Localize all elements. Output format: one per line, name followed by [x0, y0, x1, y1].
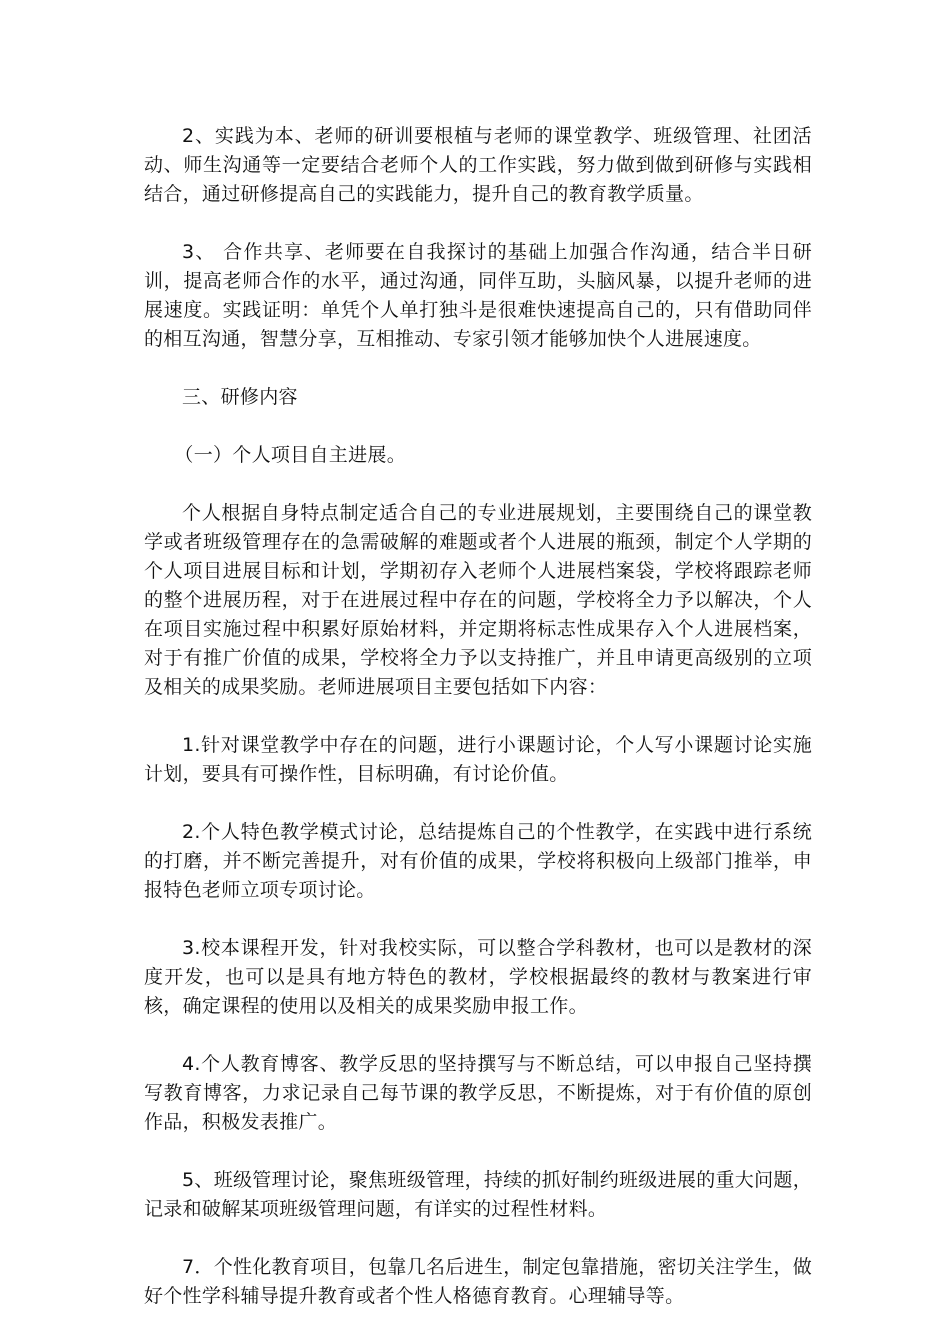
- paragraph-cooperation-sharing: 3、 合作共享、老师要在自我探讨的基础上加强合作沟通，结合半日研训，提高老师合作的水平，通过沟通，同伴互助，头脑风暴，以提升老师的进展速度。实践证明：单凭个人单打独斗是很难快速提高自己的，只有借助同伴的相互沟通，智慧分享，互相推动、专家引领才能够加快个人进展速度。: [144, 241, 812, 350]
- document-body: [144, 122, 812, 1340]
- list-item-3: 3.校本课程开发，针对我校实际，可以整合学科教材，也可以是教材的深度开发，也可以是具有地方特色的教材，学校根据最终的教材与教案进行审核，确定课程的使用以及相关的成果奖励申报工作。: [144, 937, 812, 1017]
- list-item-4: 4.个人教育博客、教学反思的坚持撰写与不断总结，可以申报自己坚持撰写教育博客，力求记录自己每节课的教学反思，不断提炼，对于有价值的原创作品，积极发表推广。: [144, 1053, 812, 1133]
- section-heading-research-content: 三、研修内容: [182, 386, 298, 408]
- list-item-2: 2.个人特色教学模式讨论，总结提炼自己的个性教学，在实践中进行系统的打磨，并不断完善提升，对有价值的成果，学校将积极向上级部门推举，申报特色老师立项专项讨论。: [144, 821, 812, 901]
- subsection-heading-personal-project: （一）个人项目自主进展。: [174, 444, 406, 466]
- paragraph-practice-based: 2、实践为本、老师的研训要根植与老师的课堂教学、班级管理、社团活动、师生沟通等一定要结合老师个人的工作实践，努力做到做到研修与实践相结合，通过研修提高自己的实践能力，提升自己的教育教学质量。: [144, 125, 812, 205]
- list-item-5: 5、班级管理讨论，聚焦班级管理，持续的抓好制约班级进展的重大问题，记录和破解某项班级管理问题，有详实的过程性材料。: [144, 1169, 812, 1220]
- list-item-1: 1.针对课堂教学中存在的问题，进行小课题讨论，个人写小课题讨论实施计划，要具有可操作性，目标明确，有讨论价值。: [144, 734, 812, 785]
- paragraph-personal-plan: 个人根据自身特点制定适合自己的专业进展规划，主要围绕自己的课堂教学或者班级管理存在的急需破解的难题或者个人进展的瓶颈，制定个人学期的个人项目进展目标和计划，学期初存入老师个人进展档案袋，学校将跟踪老师的整个进展历程，对于在进展过程中存在的问题，学校将全力予以解决，个人在项目实施过程中积累好原始材料，并定期将标志性成果存入个人进展档案，对于有推广价值的成果，学校将全力予以支持推广，并且申请更高级别的立项及相关的成果奖励。老师进展项目主要包括如下内容：: [144, 502, 812, 698]
- list-item-7: 7．个性化教育项目，包靠几名后进生，制定包靠措施，密切关注学生，做好个性学科辅导提升教育或者个性人格德育教育。心理辅导等。: [144, 1256, 812, 1307]
